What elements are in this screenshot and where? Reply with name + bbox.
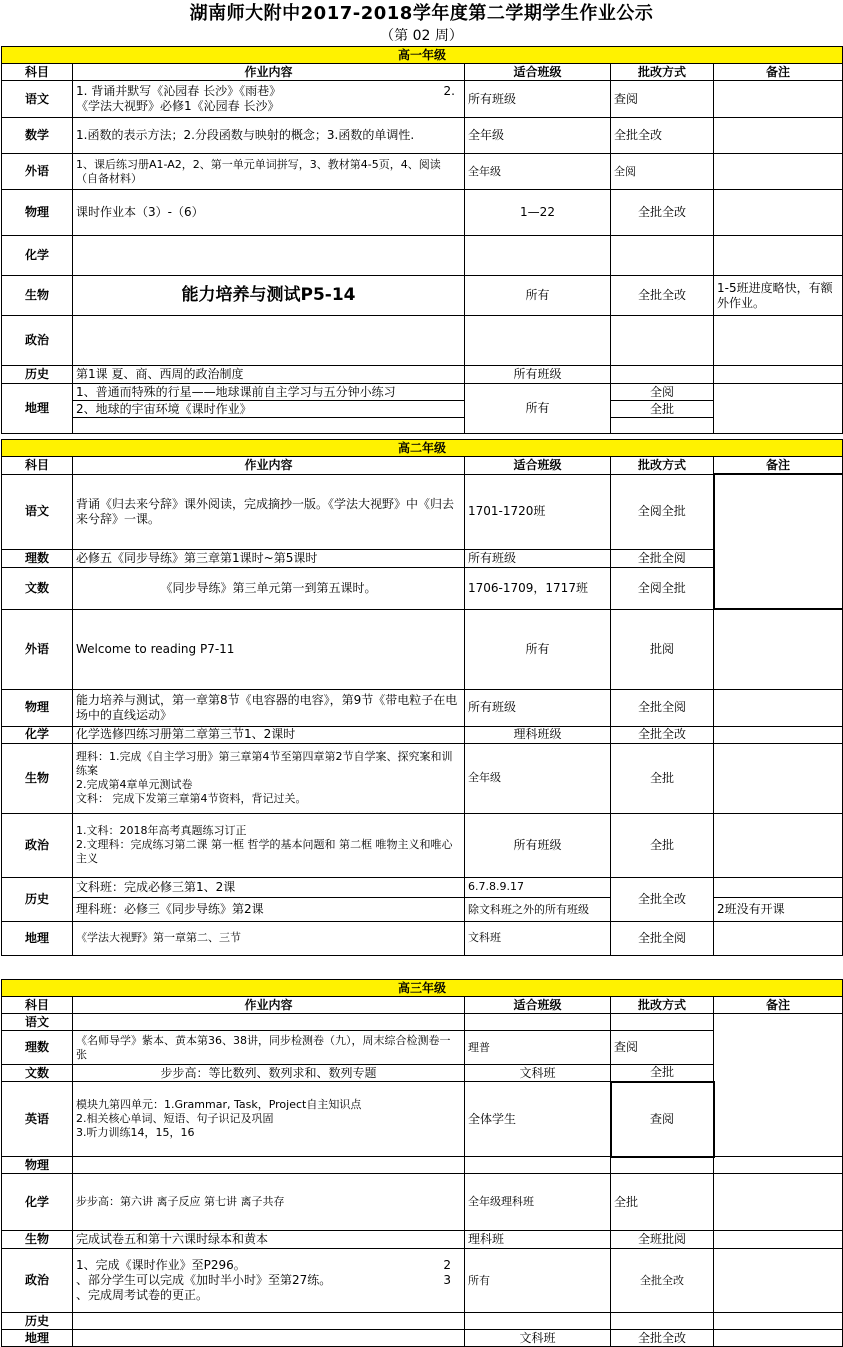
content-cell: 《名师导学》紫本、黄本第36、38讲，同步检测卷（九），周末综合检测卷一张: [73, 1031, 465, 1065]
note-cell: [714, 384, 843, 434]
header-subject: 科目: [2, 457, 73, 475]
class-cell: 全年级: [465, 118, 611, 154]
content-line: 《学法大视野》必修1《沁园春 长沙》: [76, 99, 280, 113]
note-cell: [714, 1014, 843, 1157]
content-cell: 步步高：第六讲 离子反应 第七讲 离子共存: [73, 1174, 465, 1231]
method-cell: 全阅: [611, 154, 714, 190]
header-method: 批改方式: [611, 997, 714, 1014]
content-cell: 完成试卷五和第十六课时绿本和黄本: [73, 1231, 465, 1249]
subject-cell: 生物: [2, 1231, 73, 1249]
class-cell: 全年级: [465, 154, 611, 190]
header-content: 作业内容: [73, 64, 465, 81]
note-cell: [714, 190, 843, 236]
table-row: [2, 236, 843, 276]
note-cell: [714, 921, 843, 955]
table-row: [2, 1330, 843, 1347]
class-cell: 1706-1709，1717班: [465, 567, 611, 609]
header-note: 备注: [714, 997, 843, 1014]
class-cell: [465, 1014, 611, 1031]
header-class: 适合班级: [465, 997, 611, 1014]
content-line: 1、完成《课时作业》至P296。: [76, 1258, 246, 1272]
method-cell: 全批: [611, 743, 714, 813]
subject-cell: 生物: [2, 276, 73, 316]
note-cell: [714, 1231, 843, 1249]
content-line: 、完成周考试卷的更正。: [76, 1288, 209, 1302]
header-row: [2, 997, 843, 1014]
subject-cell: 物理: [2, 1157, 73, 1174]
content-line: 2.相关核心单词、短语、句子识记及巩固: [76, 1112, 274, 1125]
method-cell: 全阅全批: [611, 567, 714, 609]
class-cell: [465, 1313, 611, 1330]
note-cell: [714, 813, 843, 877]
grade-1-table: [1, 46, 843, 434]
week-label: （第 02 周）: [380, 28, 463, 44]
content-cell: 能力培养与测试，第一章第8节《电容器的电容》，第9节《带电粒子在电场中的直线运动》: [73, 689, 465, 726]
content-cell: 步步高：等比数列、数列求和、数列专题: [73, 1065, 465, 1082]
class-cell: 所有: [465, 276, 611, 316]
method-cell: 全批全改: [611, 1330, 714, 1347]
grade-band: 高三年级: [2, 980, 843, 997]
method-cell: 查阅: [611, 81, 714, 118]
class-cell: 1—22: [465, 190, 611, 236]
subject-cell: 地理: [2, 1330, 73, 1347]
content-cell: 2、地球的宇宙环境《课时作业》: [73, 401, 465, 418]
subject-cell: 语文: [2, 1014, 73, 1031]
subject-cell: 政治: [2, 1249, 73, 1313]
subject-cell: 理数: [2, 1031, 73, 1065]
content-line: 2: [443, 1258, 451, 1272]
table-row: [2, 154, 843, 190]
page-title: 湖南师大附中2017-2018学年度第二学期学生作业公示: [189, 3, 654, 24]
subject-cell: 理数: [2, 549, 73, 567]
method-cell: 全批全改: [611, 190, 714, 236]
content-cell: [73, 1249, 465, 1313]
table-row: [2, 384, 843, 401]
note-cell: [714, 118, 843, 154]
note-cell: [714, 689, 843, 726]
content-line: 2.: [443, 84, 455, 98]
content-cell: 第1课 夏、商、西周的政治制度: [73, 366, 465, 384]
table-row: [2, 921, 843, 955]
content-cell: 化学选修四练习册第二章第三节1、2课时: [73, 726, 465, 743]
method-cell: 查阅: [611, 1082, 714, 1157]
method-cell: 全批全阅: [611, 689, 714, 726]
note-cell: [714, 609, 843, 689]
method-cell: 全批全改: [611, 877, 714, 921]
content-cell: 1.函数的表示方法；2.分段函数与映射的概念；3.函数的单调性.: [73, 118, 465, 154]
class-cell: 所有班级: [465, 813, 611, 877]
subject-cell: 化学: [2, 1174, 73, 1231]
class-cell: 1701-1720班: [465, 474, 611, 549]
note-cell: [714, 726, 843, 743]
header-row: [2, 64, 843, 81]
subject-cell: 政治: [2, 316, 73, 366]
class-cell: 理普: [465, 1031, 611, 1065]
content-line: 3.听力训练14，15，16: [76, 1126, 195, 1139]
method-cell: [611, 1313, 714, 1330]
subject-cell: 文数: [2, 567, 73, 609]
content-cell: 1、课后练习册A1-A2，2、第一单元单词拼写，3、教材第4-5页，4、阅读（自备材料）: [73, 154, 465, 190]
subject-cell: 物理: [2, 190, 73, 236]
header-content: 作业内容: [73, 457, 465, 475]
subject-cell: 历史: [2, 366, 73, 384]
class-cell: 理科班: [465, 1231, 611, 1249]
table-row: [2, 1231, 843, 1249]
content-cell: [73, 1330, 465, 1347]
method-cell: [611, 236, 714, 276]
note-cell: [714, 1313, 843, 1330]
class-cell: 所有班级: [465, 81, 611, 118]
method-cell: 全批全阅: [611, 921, 714, 955]
content-line: 3: [443, 1273, 451, 1287]
class-cell: 所有班级: [465, 366, 611, 384]
note-cell: [714, 474, 843, 609]
method-cell: 全批全改: [611, 276, 714, 316]
table-row: [2, 813, 843, 877]
header-content: 作业内容: [73, 997, 465, 1014]
table-row: [2, 877, 843, 897]
class-cell: 所有班级: [465, 549, 611, 567]
subject-cell: 化学: [2, 726, 73, 743]
class-cell: 文科班: [465, 1065, 611, 1082]
note-cell: [714, 1249, 843, 1313]
class-cell: 文科班: [465, 921, 611, 955]
header-subject: 科目: [2, 64, 73, 81]
content-cell: 课时作业本（3）-（6）: [73, 190, 465, 236]
class-cell: 所有: [465, 1249, 611, 1313]
content-cell: 必修五《同步导练》第三章第1课时~第5课时: [73, 549, 465, 567]
method-cell: [611, 366, 714, 384]
method-cell: 全批全阅: [611, 549, 714, 567]
content-line: 文科： 完成下发第三章第4节资料，背记过关。: [76, 792, 307, 805]
content-cell: [73, 316, 465, 366]
subject-cell: 生物: [2, 743, 73, 813]
content-line: 模块九第四单元：1.Grammar, Task，Project自主知识点: [76, 1098, 362, 1111]
content-line: 1.文科：2018年高考真题练习订正: [76, 824, 247, 837]
content-cell: Welcome to reading P7-11: [73, 609, 465, 689]
content-cell: [73, 1082, 465, 1157]
grade-band: 高二年级: [2, 440, 843, 457]
class-cell: 除文科班之外的所有班级: [465, 897, 611, 921]
subject-cell: 英语: [2, 1082, 73, 1157]
subject-cell: 外语: [2, 609, 73, 689]
content-cell: 理科班：必修三《同步导练》第2课: [73, 897, 465, 921]
content-cell: [73, 236, 465, 276]
table-row: [2, 118, 843, 154]
table-row: [2, 190, 843, 236]
table-row: [2, 1174, 843, 1231]
content-cell: 1、普通而特殊的行星——地球课前自主学习与五分钟小练习: [73, 384, 465, 401]
subject-cell: 语文: [2, 474, 73, 549]
subject-cell: 数学: [2, 118, 73, 154]
header-class: 适合班级: [465, 64, 611, 81]
content-cell: [73, 813, 465, 877]
subject-cell: 历史: [2, 1313, 73, 1330]
method-cell: 全批全改: [611, 1249, 714, 1313]
table-row: [2, 366, 843, 384]
subject-cell: 地理: [2, 921, 73, 955]
method-cell: [611, 1014, 714, 1031]
method-cell: 全批全改: [611, 726, 714, 743]
note-cell: [714, 236, 843, 276]
note-cell: 1-5班进度略快，有额外作业。: [714, 276, 843, 316]
table-row: [2, 609, 843, 689]
method-cell: 全批全改: [611, 118, 714, 154]
note-cell: [714, 81, 843, 118]
subject-cell: 物理: [2, 689, 73, 726]
method-cell: [611, 316, 714, 366]
content-line: 理科：1.完成《自主学习册》第三章第4节至第四章第2节自学案、探究案和训练案: [76, 750, 453, 777]
note-cell: [714, 743, 843, 813]
method-cell: 全批: [611, 1174, 714, 1231]
note-cell: [714, 154, 843, 190]
content-cell: 《同步导练》第三单元第一到第五课时。: [73, 567, 465, 609]
content-cell: [73, 81, 465, 118]
table-row: [2, 1313, 843, 1330]
table-row: [2, 897, 843, 921]
class-cell: 全体学生: [465, 1082, 611, 1157]
note-cell: [714, 1330, 843, 1347]
content-cell: 《学法大视野》第一章第二、三节: [73, 921, 465, 955]
method-cell: 全阅: [611, 384, 714, 401]
grade-band: 高一年级: [2, 47, 843, 64]
subject-cell: 外语: [2, 154, 73, 190]
class-cell: 6.7.8.9.17: [465, 877, 611, 897]
class-cell: 全年级理科班: [465, 1174, 611, 1231]
content-cell: 文科班：完成必修三第1、2课: [73, 877, 465, 897]
header-note: 备注: [714, 457, 843, 475]
header-method: 批改方式: [611, 64, 714, 81]
content-cell: [73, 743, 465, 813]
class-cell: 所有: [465, 384, 611, 434]
subject-cell: 政治: [2, 813, 73, 877]
subject-cell: 地理: [2, 384, 73, 434]
content-line: 2.完成第4章单元测试卷: [76, 778, 193, 791]
class-cell: 全年级: [465, 743, 611, 813]
table-row: [2, 1157, 843, 1174]
note-cell: [714, 877, 843, 897]
header-method: 批改方式: [611, 457, 714, 475]
table-row: [2, 726, 843, 743]
content-cell: [73, 1014, 465, 1031]
content-line: 2.文理科：完成练习第二课 第一框 哲学的基本问题和 第二框 唯物主义和唯心主义: [76, 838, 453, 865]
table-row: [2, 689, 843, 726]
table-row: [2, 743, 843, 813]
table-row: [2, 276, 843, 316]
class-cell: 所有: [465, 609, 611, 689]
method-cell: 全批: [611, 1065, 714, 1082]
method-cell: [611, 418, 714, 434]
header-row: [2, 457, 843, 475]
method-cell: 全阅全批: [611, 474, 714, 549]
method-cell: 全批: [611, 813, 714, 877]
subject-cell: 历史: [2, 877, 73, 921]
class-cell: 所有班级: [465, 689, 611, 726]
method-cell: 批阅: [611, 609, 714, 689]
header-note: 备注: [714, 64, 843, 81]
class-cell: 文科班: [465, 1330, 611, 1347]
note-cell: [714, 1157, 843, 1174]
method-cell: [611, 1157, 714, 1174]
class-cell: 理科班级: [465, 726, 611, 743]
grade-3-table: [1, 979, 843, 1347]
table-row: [2, 316, 843, 366]
content-line: 1. 背诵并默写《沁园春 长沙》《雨巷》: [76, 84, 282, 98]
content-cell: [73, 418, 465, 434]
table-row: [2, 474, 843, 549]
method-cell: 全批: [611, 401, 714, 418]
content-cell: [73, 1313, 465, 1330]
table-row: [2, 81, 843, 118]
method-cell: 全班批阅: [611, 1231, 714, 1249]
subject-cell: 化学: [2, 236, 73, 276]
subject-cell: 文数: [2, 1065, 73, 1082]
note-cell: [714, 366, 843, 384]
class-cell: [465, 236, 611, 276]
content-cell: [73, 1157, 465, 1174]
method-cell: 查阅: [611, 1031, 714, 1065]
content-line: 、部分学生可以完成《加时半小时》至第27练。: [76, 1273, 332, 1287]
note-cell: [714, 316, 843, 366]
grade-2-table: [1, 439, 843, 956]
subject-cell: 语文: [2, 81, 73, 118]
table-row: [2, 1014, 843, 1031]
class-cell: [465, 316, 611, 366]
content-cell: 背诵《归去来兮辞》课外阅读，完成摘抄一版。《学法大视野》中《归去来兮辞》一课。: [73, 474, 465, 549]
note-cell: [714, 1174, 843, 1231]
note-cell: 2班没有开课: [714, 897, 843, 921]
class-cell: [465, 1157, 611, 1174]
header-class: 适合班级: [465, 457, 611, 475]
table-row: [2, 1249, 843, 1313]
content-cell: 能力培养与测试P5-14: [73, 276, 465, 316]
header-subject: 科目: [2, 997, 73, 1014]
